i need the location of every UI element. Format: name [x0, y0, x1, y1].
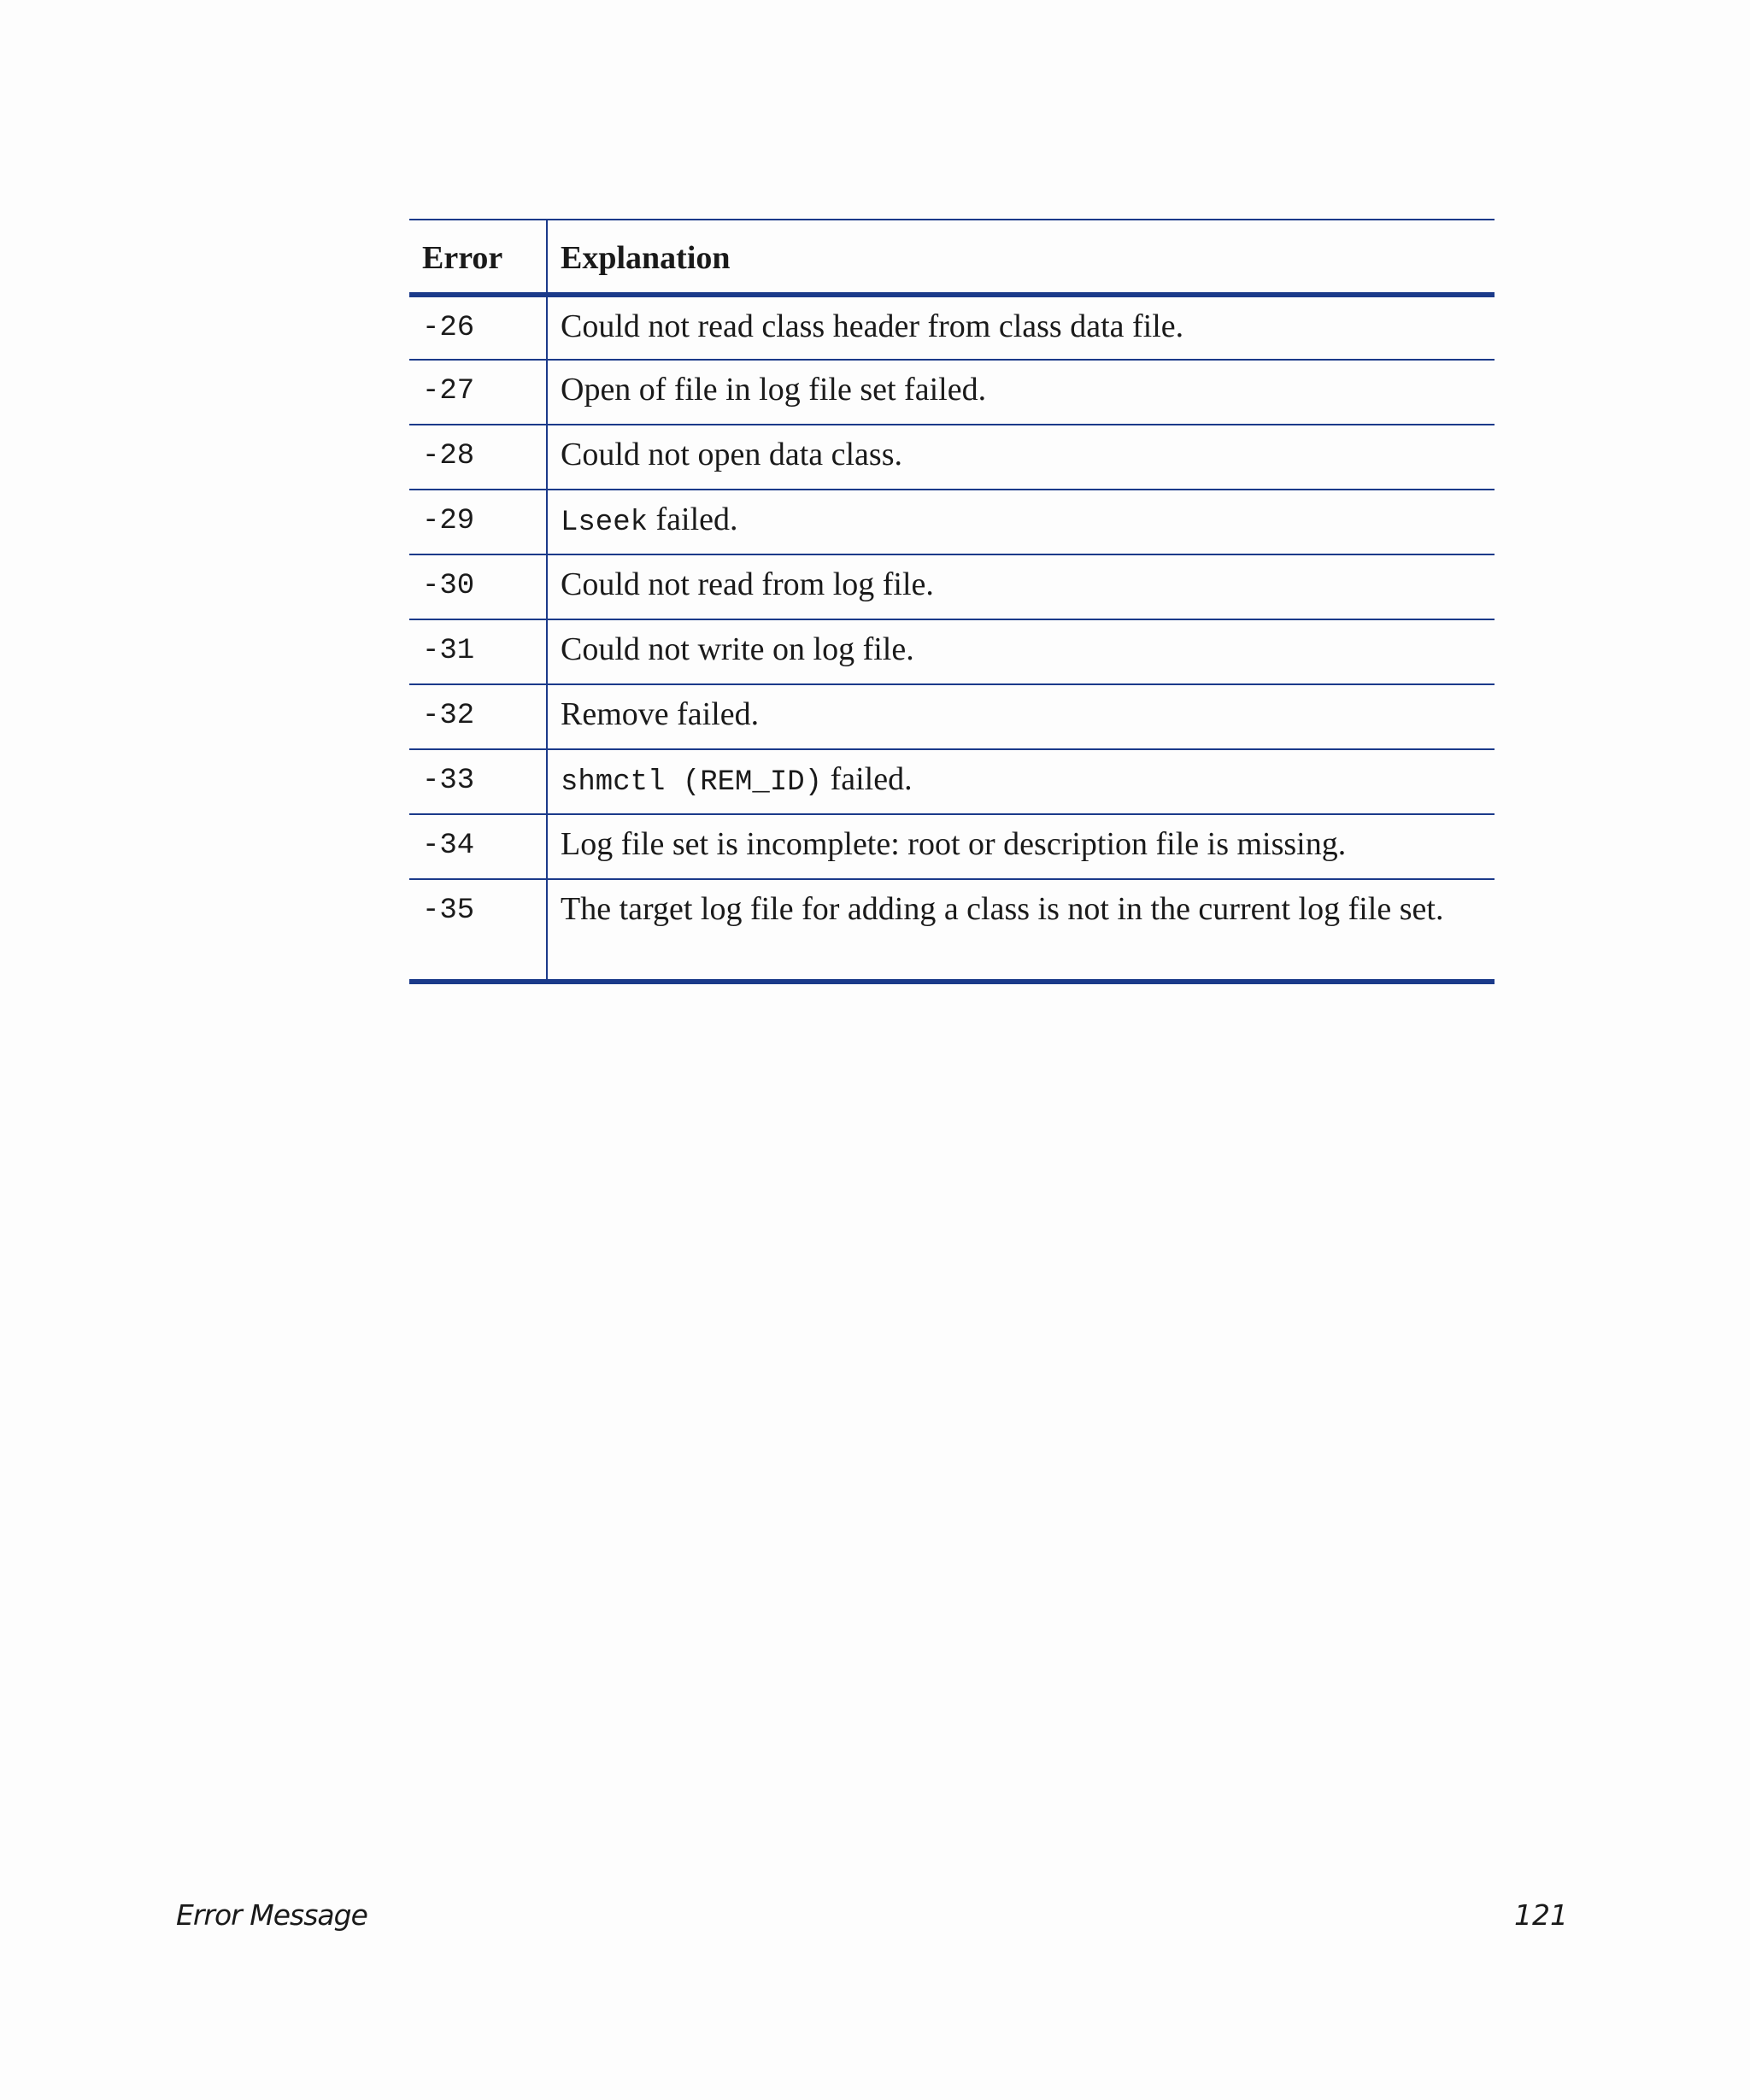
table-row: [409, 490, 1495, 554]
error-code: -33: [409, 749, 547, 814]
error-explanation: [547, 749, 1495, 814]
table-row: [409, 619, 1495, 684]
error-explanation: Open of file in log file set failed.: [561, 372, 987, 408]
error-explanation: Could not write on log file.: [561, 631, 914, 667]
table-row: [409, 554, 1495, 619]
error-table-container: [409, 219, 1495, 984]
error-code: -31: [409, 619, 547, 684]
error-table: [409, 219, 1495, 984]
error-explanation: Could not read class header from class data file.: [561, 308, 1184, 344]
table-row: [409, 814, 1495, 879]
page-number: 121: [1514, 1898, 1568, 1932]
code-term: shmctl (REM_ID): [561, 766, 823, 799]
header-explanation: Explanation: [561, 240, 731, 276]
error-code: -30: [409, 554, 547, 619]
table-row: [409, 360, 1495, 425]
table-row: [409, 749, 1495, 814]
error-explanation: The target log file for adding a class is not in the current log file set.: [561, 891, 1444, 927]
footer-section-title: Error Message: [176, 1898, 367, 1932]
error-explanation: Could not read from log file.: [561, 566, 934, 602]
table-row: [409, 879, 1495, 982]
error-code: -26: [409, 295, 547, 360]
error-code: -29: [409, 490, 547, 554]
error-explanation: Log file set is incomplete: root or description file is missing.: [561, 826, 1347, 862]
table-header-row: [409, 220, 1495, 295]
explanation-text: failed.: [822, 761, 913, 797]
error-code: -35: [409, 879, 547, 982]
code-term: Lseek: [561, 507, 649, 539]
error-explanation: Remove failed.: [561, 696, 760, 732]
error-code: -27: [409, 360, 547, 425]
explanation-text: failed.: [648, 502, 738, 537]
header-error: Error: [409, 220, 547, 295]
table-row: [409, 684, 1495, 749]
table-row: [409, 425, 1495, 490]
error-explanation: [547, 490, 1495, 554]
table-row: [409, 295, 1495, 360]
error-explanation: Could not open data class.: [561, 437, 902, 472]
error-code: -32: [409, 684, 547, 749]
error-code: -34: [409, 814, 547, 879]
error-code: -28: [409, 425, 547, 490]
